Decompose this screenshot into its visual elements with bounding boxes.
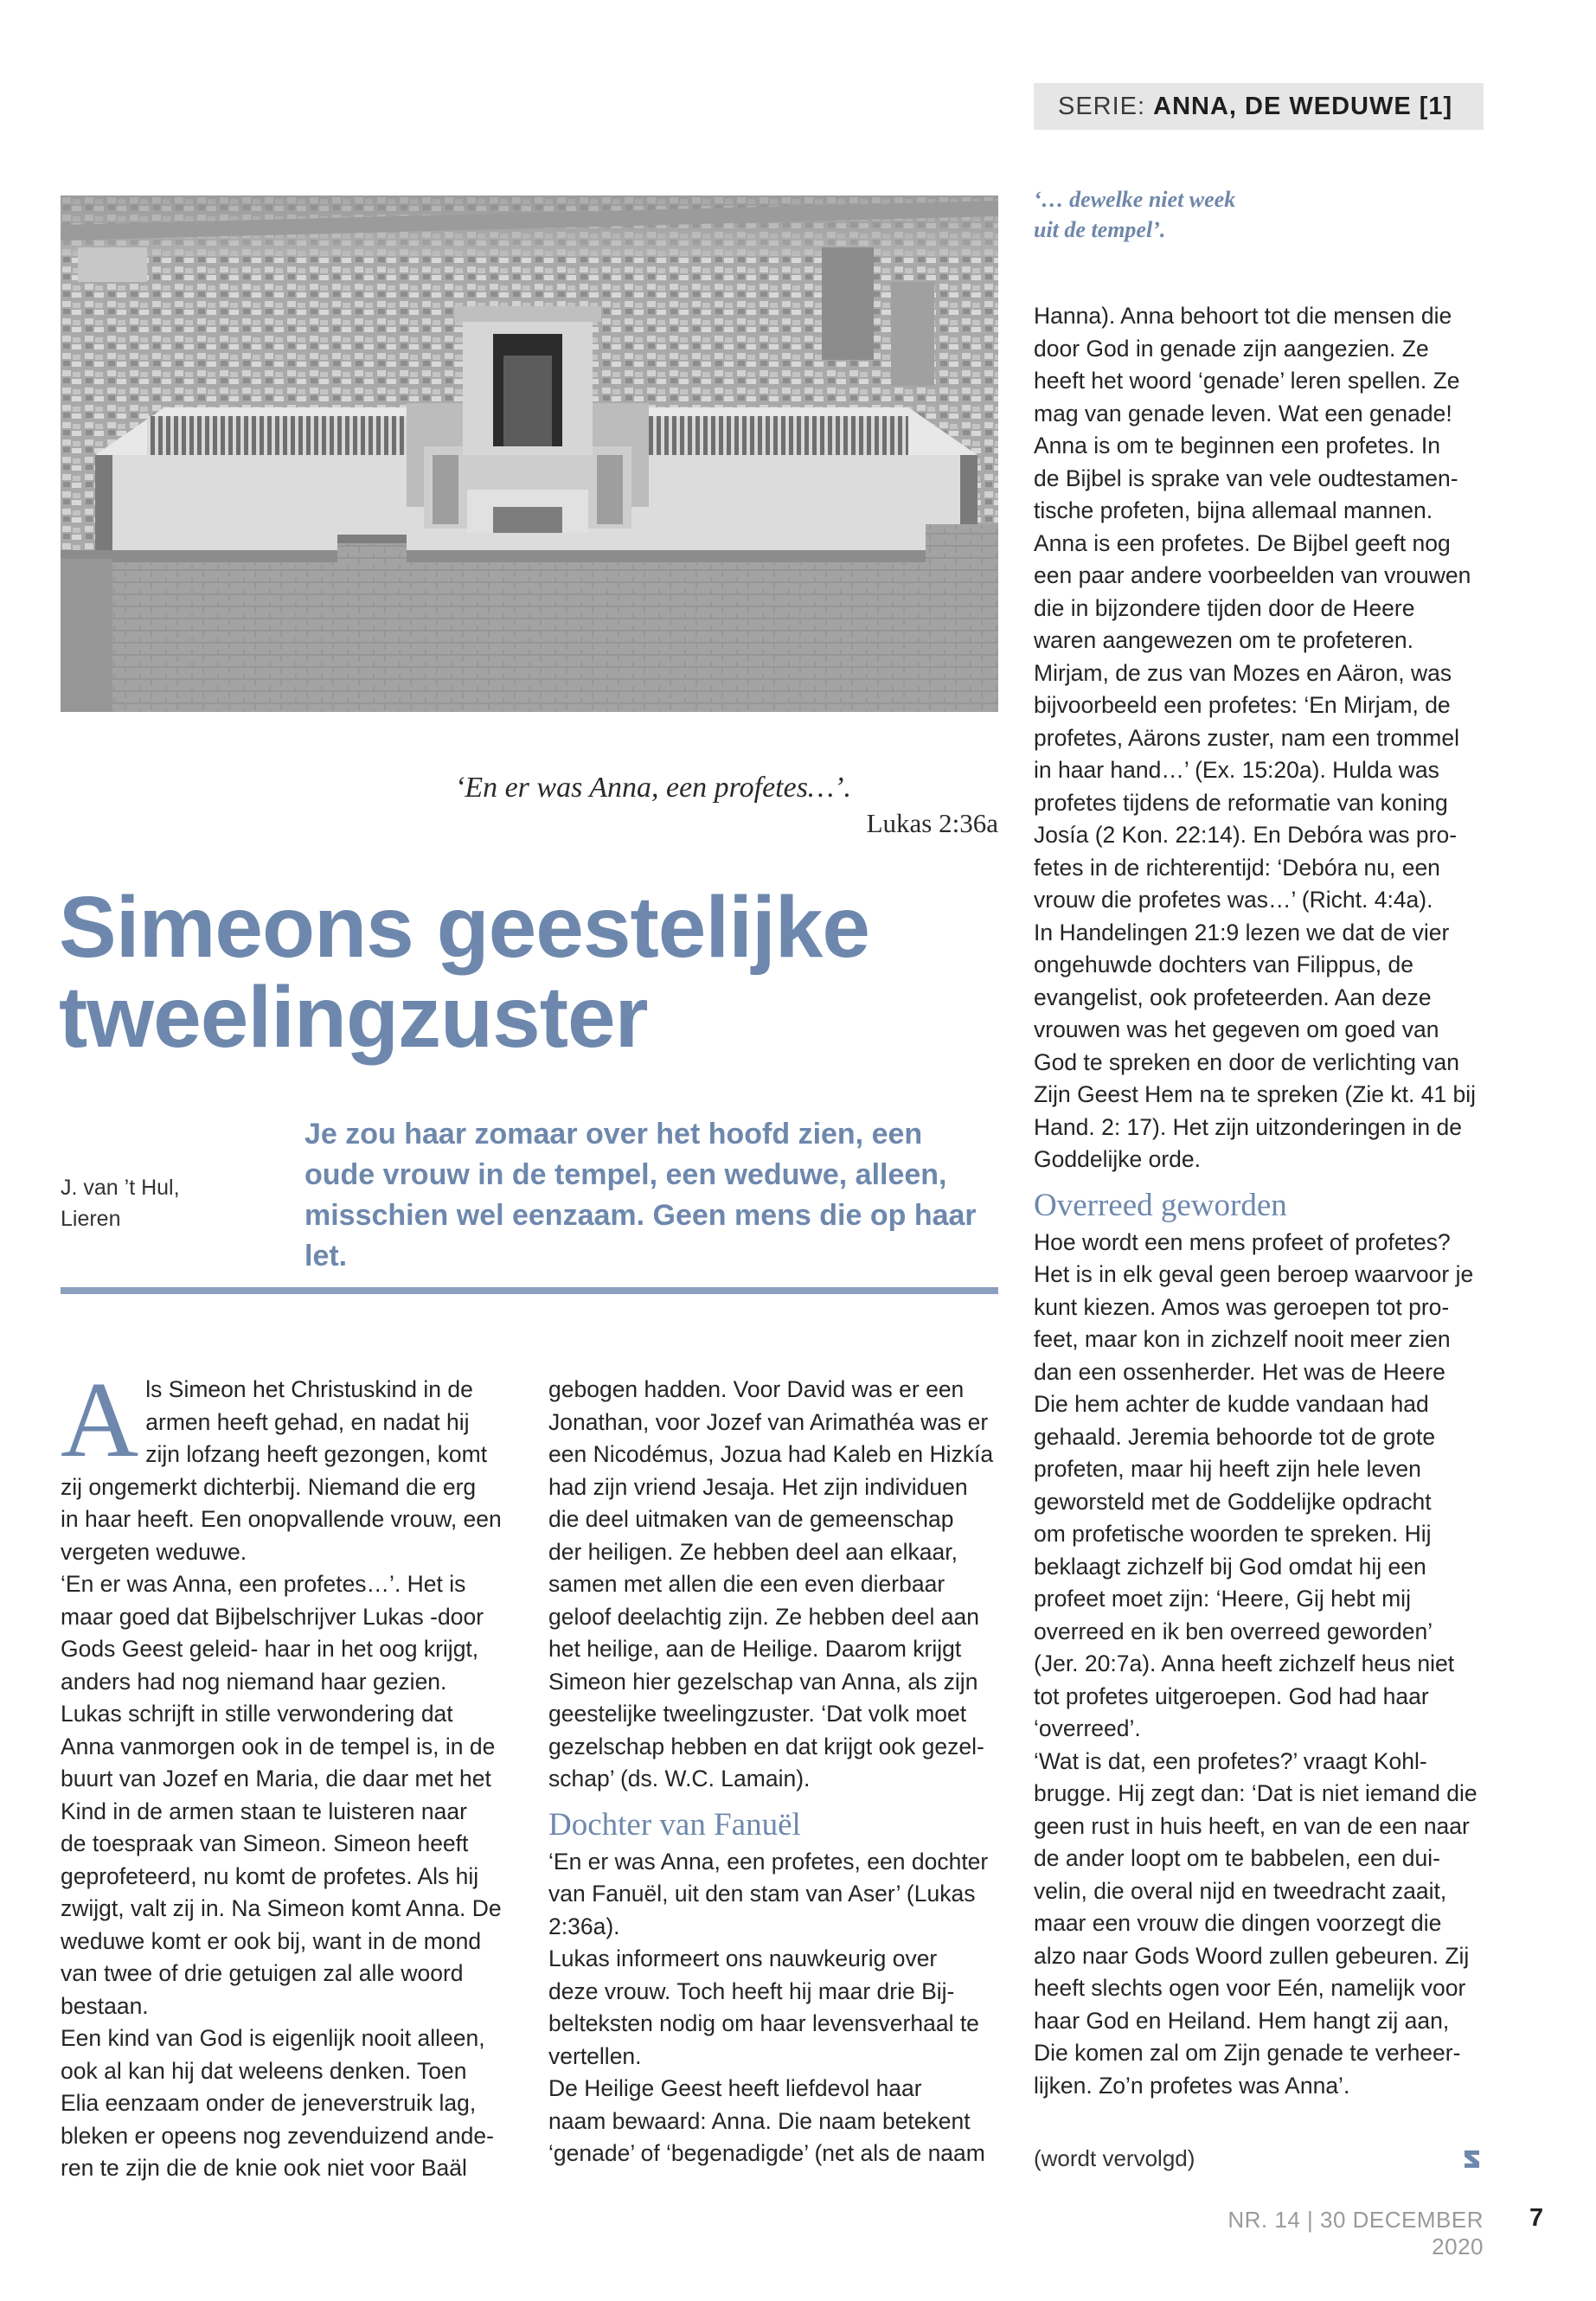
verse-quote: ‘En er was Anna, een profetes…’.: [455, 772, 851, 804]
text-line: bleken er opeens nog zevenduizend ande-: [61, 2122, 494, 2149]
text-line: deze vrouw. Toch heeft hij maar drie Bij-: [548, 1977, 955, 2004]
text-line: belteksten nodig om haar levensverhaal te: [548, 2010, 979, 2036]
text-line: een paar andere voorbeelden van vrouwen: [1034, 562, 1471, 588]
text-line: maar goed dat Bijbelschrijver Lukas -door: [61, 1603, 484, 1630]
text-line: Goddelijke orde.: [1034, 1146, 1201, 1172]
text-line: in haar hand…’ (Ex. 15:20a). Hulda was: [1034, 757, 1439, 783]
drop-cap: A: [61, 1361, 139, 1480]
text-line: geestelijke tweelingzuster. ‘Dat volk moet: [548, 1701, 967, 1727]
text-line: vrouwen was het gegeven om goed van: [1034, 1016, 1439, 1042]
text-line: feet, maar kon in zichzelf nooit meer zien: [1034, 1326, 1451, 1352]
text-line: profeten, maar hij heeft zijn hele leven: [1034, 1456, 1421, 1482]
author-location: Lieren: [61, 1207, 121, 1231]
text-line: Hoe wordt een mens profeet of profetes?: [1034, 1228, 1451, 1255]
text-line: zijn lofzang heeft gezongen, komt: [145, 1441, 488, 1467]
text-line: Kind in de armen staan te luisteren naar: [61, 1798, 467, 1824]
text-line: ‘En er was Anna, een profetes…’. Het is: [61, 1571, 466, 1597]
text-line: buurt van Jozef en Maria, die daar met het: [61, 1766, 491, 1791]
text-line: God te spreken en door de verlichting van: [1034, 1048, 1460, 1075]
text-line: Jonathan, voor Jozef van Arimathéa was er: [548, 1408, 989, 1435]
text-line: 2:36a).: [548, 1913, 620, 1939]
body-column-3: [1034, 300, 1484, 2102]
verse-reference: Lukas 2:36a: [866, 808, 998, 838]
title-line: Simeons geestelijke: [59, 879, 870, 976]
text-line: profetes, Aärons zuster, nam een trommel: [1034, 724, 1459, 751]
text-line: brugge. Hij zegt dan: ‘Dat is niet iemand die: [1034, 1780, 1477, 1806]
text-line: geen rust in huis heeft, en van de een naar: [1034, 1812, 1470, 1839]
text-line: beklaagt zichzelf bij God omdat hij een: [1034, 1553, 1426, 1580]
body-column-2: [548, 1374, 998, 2170]
text-line: evangelist, ook profeteerden. Aan deze: [1034, 984, 1432, 1010]
series-label: [1034, 83, 1484, 130]
text-line: fetes in de richterentijd: ‘Debóra nu, een: [1034, 854, 1440, 881]
text-line: geprofeteerd, nu komt de profetes. Als hij: [61, 1862, 479, 1889]
text-line: Zijn Geest Hem na te spreken (Zie kt. 41 bij: [1034, 1081, 1477, 1107]
text-line: (Jer. 20:7a). Anna heeft zichzelf heus niet: [1034, 1650, 1455, 1676]
divider-rule: [61, 1287, 998, 1294]
author-byline: [61, 1172, 234, 1234]
text-line: Anna is een profetes. De Bijbel geeft nog: [1034, 529, 1451, 556]
text-line: de Bijbel is sprake van vele oudtestamen-: [1034, 465, 1458, 491]
text-line: ‘En er was Anna, een profetes, een dochter: [548, 1848, 989, 1875]
text-line: ook al kan hij dat weleens denken. Toen: [61, 2057, 467, 2084]
text-line: Hand. 2: 17). Het zijn uitzonderingen in de: [1034, 1113, 1462, 1140]
text-line: geloof deelachtig zijn. Ze hebben deel aan: [548, 1603, 979, 1630]
text-line: Lukas schrijft in stille verwondering dat: [61, 1701, 453, 1727]
series-name: ANNA, DE WEDUWE [1]: [1153, 93, 1453, 120]
text-line: overreed en ik ben overreed geworden’: [1034, 1618, 1433, 1644]
text-line: armen heeft gehad, en nadat hij: [145, 1408, 470, 1435]
text-line: ‘genade’ of ‘begenadigde’ (net als de naam: [548, 2140, 985, 2166]
text-line: Lukas informeert ons nauwkeurig over: [548, 1945, 938, 1971]
text-line: In Handelingen 21:9 lezen we dat de vier: [1034, 919, 1450, 945]
text-line: Het is in elk geval geen beroep waarvoor je: [1034, 1261, 1474, 1287]
text-line: gezelschap hebben en dat krijgt ook gezel-: [548, 1733, 984, 1759]
text-line: Die hem achter de kudde vandaan had: [1034, 1391, 1429, 1417]
text-line: ls Simeon het Christuskind in de: [145, 1376, 473, 1402]
text-line: alzo naar Gods Woord zullen gebeuren. Zij: [1034, 1942, 1470, 1969]
text-line: profetes tijdens de reformatie van koning: [1034, 789, 1448, 816]
column-3-text-b: [1034, 1227, 1484, 2103]
text-line: Simeon hier gezelschap van Anna, als zijn: [548, 1668, 978, 1695]
title-line: tweelingzuster: [59, 969, 648, 1066]
text-line: tische profeten, bijna allemaal mannen.: [1034, 497, 1433, 523]
series-prefix: SERIE:: [1058, 93, 1154, 120]
text-line: anders had nog niemand haar gezien.: [61, 1668, 447, 1695]
text-line: der heiligen. Ze hebben deel aan elkaar,: [548, 1538, 958, 1565]
author-name: J. van ’t Hul,: [61, 1176, 180, 1200]
text-line: dan een ossenherder. Het was de Heere: [1034, 1358, 1445, 1385]
subheading-overreed-geworden: Overreed geworden: [1034, 1187, 1287, 1223]
pull-quote-line: ‘… dewelke niet week: [1034, 187, 1236, 212]
text-line: bestaan.: [61, 1992, 149, 2019]
text-line: ren te zijn die de knie ook niet voor Baäl: [61, 2155, 467, 2181]
text-line: Mirjam, de zus van Mozes en Aäron, was: [1034, 659, 1452, 686]
scripture-verse: [61, 772, 998, 839]
pull-quote: [1034, 184, 1293, 245]
text-line: tot profetes uitgeroepen. God had haar: [1034, 1682, 1429, 1709]
text-line: Hanna). Anna behoort tot die mensen die: [1034, 303, 1452, 329]
text-line: het heilige, aan de Heilige. Daarom krijgt: [548, 1636, 962, 1662]
page-number: 7: [1529, 2204, 1544, 2232]
text-line: De Heilige Geest heeft liefdevol haar: [548, 2075, 922, 2101]
text-line: weduwe komt er ook bij, want in de mond: [61, 1927, 482, 1954]
lead-paragraph: Je zou haar zomaar over het hoofd zien, een oude vrouw in de tempel, een weduwe, alleen, misschien wel eenzaam. Geen mens die op haar let.: [304, 1118, 977, 1272]
text-line: profeet moet zijn: ‘Heere, Gij hebt mij: [1034, 1586, 1411, 1612]
text-line: om profetische woorden te spreken. Hij: [1034, 1521, 1432, 1547]
text-line: lijken. Zo’n profetes was Anna’.: [1034, 2072, 1350, 2099]
text-line: van twee of drie getuigen zal alle woord: [61, 1960, 464, 1986]
text-line: velin, die overal nijd en tweedracht zaait,: [1034, 1877, 1447, 1904]
text-line: door God in genade zijn aangezien. Ze: [1034, 335, 1429, 362]
text-line: die in bijzondere tijden door de Heere: [1034, 594, 1415, 621]
subheading-dochter-van-fanuel: Dochter van Fanuël: [548, 1806, 801, 1843]
text-line: had zijn vriend Jesaja. Het zijn individuen: [548, 1473, 968, 1500]
text-line: in haar heeft. Een onopvallende vrouw, een: [61, 1506, 502, 1532]
text-line: waren aangewezen om te profeteren.: [1034, 627, 1413, 653]
text-line: zij ongemerkt dichterbij. Niemand die erg: [61, 1473, 477, 1500]
text-line: vergeten weduwe.: [61, 1538, 247, 1565]
text-line: vertellen.: [548, 2042, 642, 2069]
text-line: de toespraak van Simeon. Simeon heeft: [61, 1830, 469, 1856]
text-line: Anna vanmorgen ook in de tempel is, in de: [61, 1733, 496, 1759]
continued-note: (wordt vervolgd): [1034, 2145, 1195, 2171]
text-line: van Fanuël, uit den stam van Aser’ (Lukas: [548, 1881, 976, 1907]
text-line: die deel uitmaken van de gemeenschap: [548, 1506, 954, 1532]
column-2-text-a: [548, 1374, 998, 1796]
body-column-1: [61, 1361, 510, 2185]
text-line: ‘overreed’.: [1034, 1715, 1141, 1741]
text-line: gebogen hadden. Voor David was er een: [548, 1376, 965, 1402]
text-line: Een kind van God is eigenlijk nooit alleen,: [61, 2025, 485, 2051]
text-line: ongehuwde dochters van Filippus, de: [1034, 952, 1414, 977]
temple-illustration: [61, 195, 998, 712]
temple-model-photo: [61, 195, 998, 712]
text-line: Elia eenzaam onder de jeneverstruik lag,: [61, 2090, 477, 2116]
text-line: de ander loopt om te babbelen, een dui-: [1034, 1845, 1440, 1871]
text-line: bijvoorbeeld een profetes: ‘En Mirjam, de: [1034, 692, 1451, 718]
text-line: mag van genade leven. Wat een genade!: [1034, 400, 1452, 426]
text-line: geworsteld met de Goddelijke opdracht: [1034, 1488, 1432, 1515]
text-line: naam bewaard: Anna. Die naam betekent: [548, 2107, 971, 2134]
pull-quote-line: uit de tempel’.: [1034, 217, 1166, 242]
text-line: schap’ (ds. W.C. Lamain).: [548, 1766, 811, 1791]
text-line: Josía (2 Kon. 22:14). En Debóra was pro-: [1034, 822, 1458, 848]
text-line: gehaald. Jeremia behoorde tot de grote: [1034, 1423, 1436, 1450]
text-line: ‘Wat is dat, een profetes?’ vraagt Kohl-: [1034, 1747, 1427, 1774]
text-line: heeft het woord ‘genade’ leren spellen. Ze: [1034, 368, 1460, 394]
article-title: [59, 879, 1002, 1066]
text-line: samen met allen die een even dierbaar: [548, 1571, 945, 1597]
column-1-text: [61, 1361, 510, 2185]
column-2-text-b: [548, 1846, 998, 2170]
text-line: Gods Geest geleid- haar in het oog krijgt,: [61, 1636, 479, 1662]
column-3-text-a: [1034, 300, 1484, 1176]
text-line: een Nicodémus, Jozua had Kaleb en Hizkía: [548, 1441, 994, 1467]
text-line: zwijgt, valt zij in. Na Simeon komt Anna. De: [61, 1895, 502, 1921]
text-line: Anna is om te beginnen een profetes. In: [1034, 433, 1440, 458]
text-line: Die komen zal om Zijn genade te verheer-: [1034, 2040, 1461, 2066]
text-line: vrouw die profetes was…’ (Richt. 4:4a).: [1034, 887, 1433, 913]
text-line: heeft slechts ogen voor Eén, namelijk voor: [1034, 1975, 1466, 2001]
text-line: maar een vrouw die dingen voorzegt die: [1034, 1910, 1442, 1936]
text-line: kunt kiezen. Amos was geroepen tot pro-: [1034, 1293, 1450, 1320]
text-line: haar God en Heiland. Hem hangt zij aan,: [1034, 2007, 1450, 2034]
issue-footer: NR. 14 | 30 DECEMBER 2020: [1227, 2207, 1484, 2259]
end-mark-icon: [1462, 2148, 1483, 2170]
